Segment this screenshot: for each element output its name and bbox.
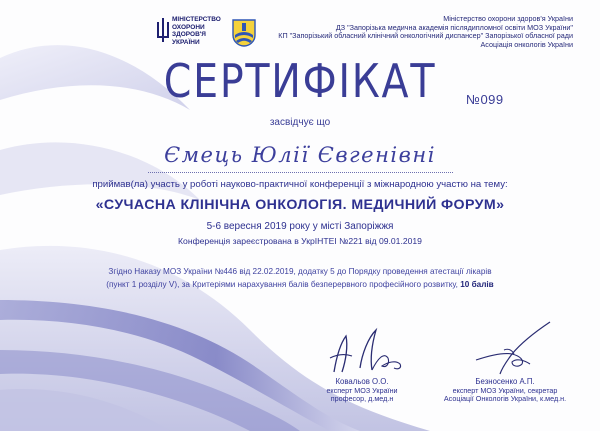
org-line: КП "Запорізький обласний клінічний онкологічний диспансер" Запорізької обласної ради bbox=[278, 31, 573, 41]
signature-right bbox=[468, 320, 554, 378]
org-line: Міністерство охорони здоров'я України bbox=[443, 14, 573, 23]
ministry-logo-text bbox=[172, 16, 221, 46]
org-line: Асоціація онкологів України bbox=[480, 39, 573, 49]
signer-role: Асоціації Онкологів України, к.мед.н. bbox=[443, 394, 567, 404]
certificate-number: №099 bbox=[466, 92, 504, 107]
ministry-trident-icon bbox=[157, 18, 169, 42]
participation-text: приймав(ла) участь у роботі науково-практичної конференції з міжнародною участю на тему: bbox=[92, 179, 508, 190]
recipient-underline bbox=[148, 172, 453, 173]
order-line: Згідно Наказу МОЗ України №446 від 22.02.2019, додатку 5 до Порядку проведення атестації лікарів bbox=[108, 267, 492, 276]
points-value: 10 балів bbox=[460, 279, 494, 289]
ministry-logo-line: ОХОРОНИ bbox=[172, 23, 205, 31]
signer-name: Безносенко А.П. bbox=[475, 377, 535, 386]
order-line-text: (пункт 1 розділу V), за Критеріями нарахування балів безперервного професійного розвитку, bbox=[106, 279, 458, 289]
order-text bbox=[0, 266, 600, 291]
ministry-logo-line: ЗДОРОВ'Я bbox=[172, 31, 206, 38]
ministry-logo-line: МІНІСТЕРСТВО bbox=[172, 16, 221, 23]
signer-left bbox=[300, 378, 424, 404]
organizations-header bbox=[253, 15, 573, 49]
signer-role: професор, д.мед.н bbox=[330, 394, 394, 404]
signer-right bbox=[430, 378, 580, 404]
ministry-logo-line: УКРАЇНИ bbox=[172, 38, 200, 46]
conference-title: «СУЧАСНА КЛІНІЧНА ОНКОЛОГІЯ. МЕДИЧНИЙ ФОРУМ» bbox=[95, 197, 505, 213]
registration-text: Конференція зареєстрована в УкрІНТЕІ №221 від 09.01.2019 bbox=[178, 236, 422, 246]
signer-name: Ковальов О.О. bbox=[335, 377, 389, 386]
org-line: ДЗ "Запорізька медична академія післядипломної освіти МОЗ України" bbox=[335, 22, 573, 32]
signer-role: експерт МОЗ України, секретар bbox=[452, 385, 558, 395]
order-line bbox=[0, 279, 600, 292]
signer-role: експерт МОЗ України bbox=[326, 385, 398, 395]
recipient-name: Ємець Юлії Євгенівні bbox=[164, 143, 436, 167]
signature-left bbox=[316, 322, 412, 378]
conference-dates: 5-6 вересня 2019 року у місті Запоріжжя bbox=[206, 221, 394, 232]
certificate-title: СЕРТИФІКАТ bbox=[163, 54, 437, 108]
certifies-text: засвідчує що bbox=[269, 117, 331, 128]
